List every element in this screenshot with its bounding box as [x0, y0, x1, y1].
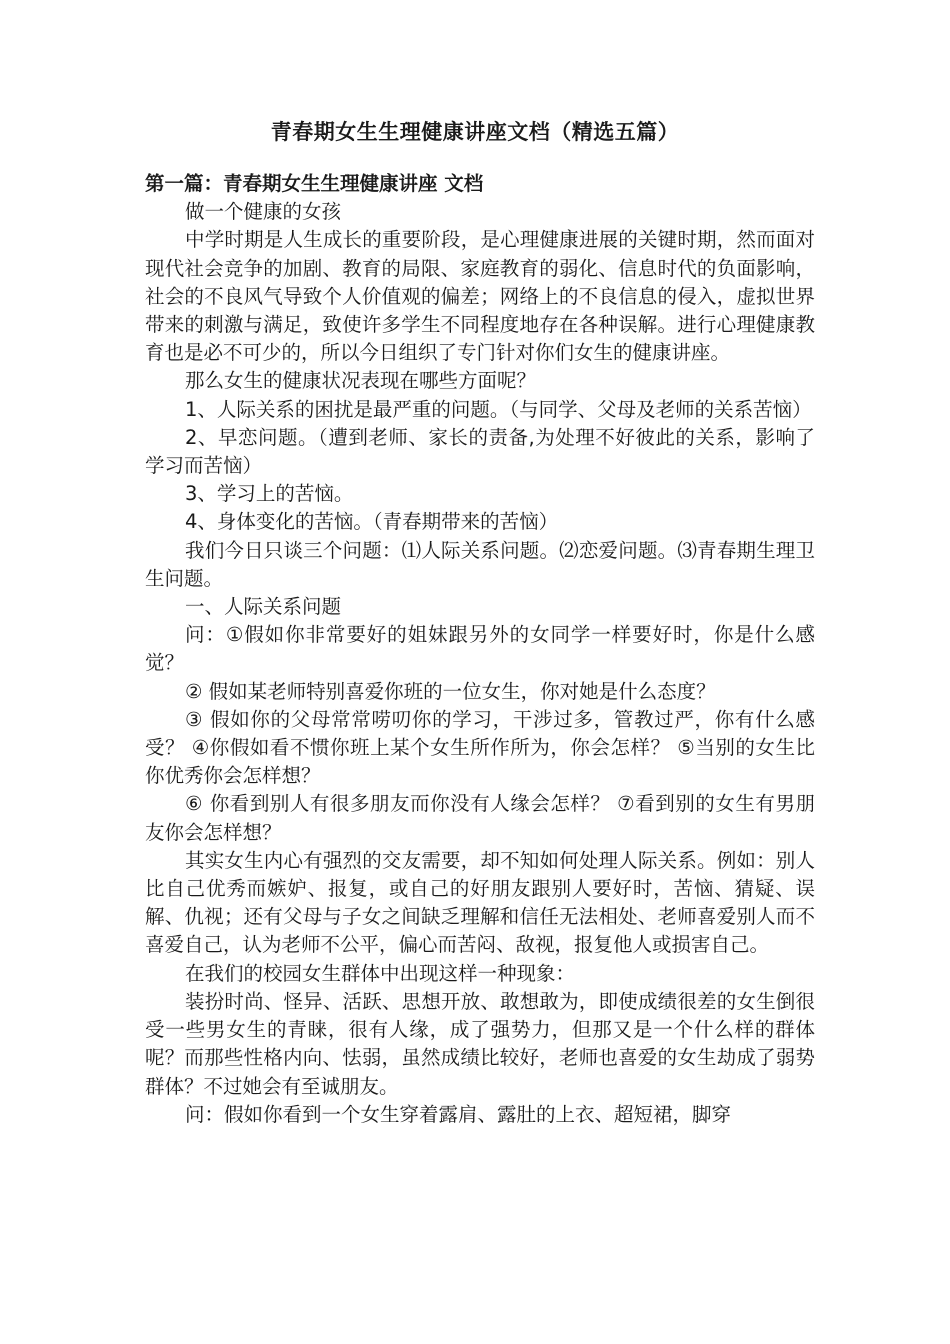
section-heading: 第一篇：青春期女生生理健康讲座 文档: [145, 172, 484, 195]
paragraph: 那么女生的健康状况表现在哪些方面呢？: [185, 369, 537, 393]
paragraph: 我们今日只谈三个问题：⑴人际关系问题。⑵恋爱问题。⑶青春期生理卫生问题。: [145, 538, 815, 590]
paragraph: 1、人际关系的困扰是最严重的问题。（与同学、父母及老师的关系苦恼）: [185, 397, 812, 421]
paragraph: 4、身体变化的苦恼。（青春期带来的苦恼）: [185, 510, 559, 534]
document-body: [145, 170, 815, 1129]
paragraph: 2、早恋问题。（遭到老师、家长的责备,为处理不好彼此的关系，影响了学习而苦恼）: [145, 425, 815, 478]
paragraph: 做一个健康的女孩: [185, 200, 342, 224]
paragraph: 在我们的校园女生群体中出现这样一种现象：: [185, 961, 576, 985]
paragraph: 装扮时尚、怪异、活跃、思想开放、敢想敢为，即使成绩很差的女生倒很受一些男女生的青睐，很有人缘，成了强势力，但那又是一个什么样的群体呢？而那些性格内向、怯弱，虽然成绩比较好，老师也喜爱的女生劫成了弱势群体？不过她会有至诚朋友。: [145, 989, 815, 1098]
paragraph: ② 假如某老师特别喜爱你班的一位女生，你对她是什么态度？: [185, 679, 716, 703]
paragraph: ③ 假如你的父母常常唠叨你的学习，干涉过多，管教过严，你有什么感受？ ④你假如看不惯你班上某个女生所作所为，你会怎样？ ⑤当别的女生比你优秀你会怎样想？: [145, 707, 815, 788]
paragraph: 问：①假如你非常要好的姐妹跟另外的女同学一样要好时，你是什么感觉？: [145, 623, 815, 675]
paragraph: 3、学习上的苦恼。: [185, 482, 354, 506]
paragraph: 其实女生内心有强烈的交友需要，却不知如何处理人际关系。例如：别人比自己优秀而嫉妒、报复，或自己的好朋友跟别人要好时，苦恼、猜疑、误解、仇视；还有父母与子女之间缺乏理解和信任无法相处、老师喜爱别人而不喜爱自己，认为老师不公平，偏心而苦闷、敌视，报复他人或损害自己。: [145, 848, 815, 957]
paragraph: 问：假如你看到一个女生穿着露肩、露肚的上衣、超短裙，脚穿: [185, 1102, 732, 1126]
paragraph: ⑥ 你看到别人有很多朋友而你没有人缘会怎样？ ⑦看到别的女生有男朋友你会怎样想？: [145, 792, 815, 844]
paragraph: 中学时期是人生成长的重要阶段，是心理健康进展的关键时期，然而面对现代社会竞争的加剧、教育的局限、家庭教育的弱化、信息时代的负面影响，社会的不良风气导致个人价值观的偏差；网络上的不良信息的侵入，虚拟世界带来的刺激与满足，致使许多学生不同程度地存在各种误解。进行心理健康教育也是必不可少的，所以今日组织了专门针对你们女生的健康讲座。: [145, 228, 815, 365]
paragraph: 一、人际关系问题: [185, 595, 342, 619]
document-title: 青春期女生生理健康讲座文档（精选五篇）: [270, 120, 680, 144]
